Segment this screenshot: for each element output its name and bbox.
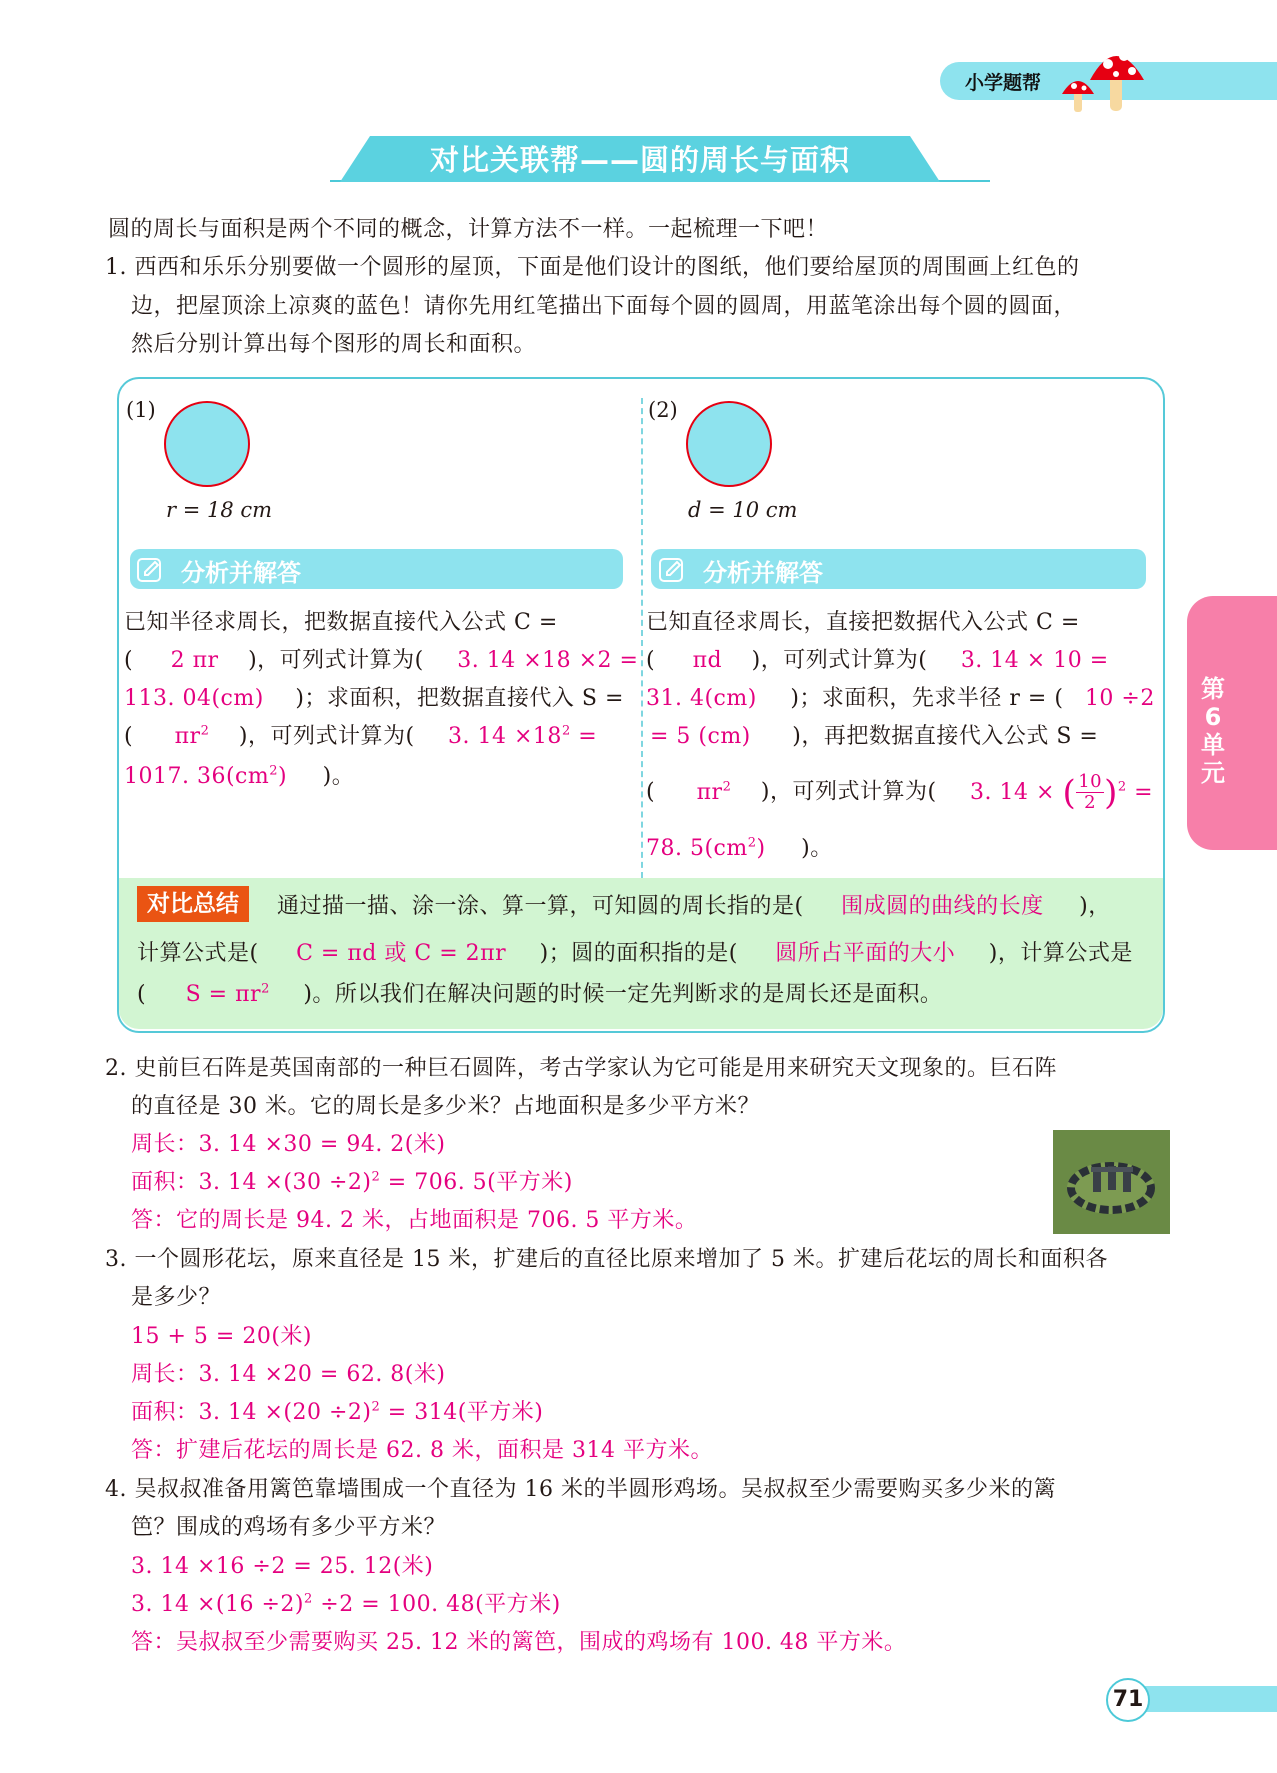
- summary-text-2: )，: [1079, 894, 1111, 919]
- right-paren-open-2: (: [646, 779, 656, 805]
- left-text-4: )，可列式计算为(: [238, 724, 415, 749]
- intro-text: 圆的周长与面积是两个不同的概念，计算方法不一样。一起梳理一下吧！: [108, 217, 829, 242]
- q3-line1: 3. 一个圆形花坛，原来直径是 15 米，扩建后的直径比原来增加了 5 米。扩建后花坛的周长和面积各: [105, 1247, 1108, 1272]
- q2-answer-circumference: 周长：3. 14 ×30 = 94. 2(米): [131, 1132, 446, 1157]
- footer-bar: [1130, 1686, 1277, 1712]
- left-answer-circumference-result: 113. 04(cm): [124, 686, 264, 711]
- pencil-icon: [136, 556, 164, 584]
- left-label: (1): [126, 398, 156, 422]
- summary-answer-circumference-formula: C = πd 或 C = 2πr: [296, 941, 507, 966]
- summary-text-5: )，计算公式是: [988, 941, 1133, 966]
- exponent: 2: [371, 1169, 381, 1185]
- pencil-icon: [658, 556, 686, 584]
- analysis-label-left: 分析并解答: [181, 559, 301, 587]
- exponent: 2: [269, 763, 279, 779]
- right-answer-area-result: 78. 5(cm: [646, 836, 748, 861]
- fraction-denominator: 2: [1084, 792, 1097, 813]
- summary-text-4: )；圆的面积指的是(: [539, 941, 738, 966]
- summary-text-6: )。所以我们在解决问题的时候一定先判断求的是周长还是面积。: [303, 982, 943, 1007]
- q3-answer-diameter: 15 + 5 = 20(米): [131, 1324, 312, 1349]
- q4-line1: 4. 吴叔叔准备用篱笆靠墙围成一个直径为 16 米的半圆形鸡场。吴叔叔至少需要购买多少米的篱: [105, 1477, 1056, 1502]
- exponent: 2: [304, 1591, 313, 1607]
- q2-answer-final: 答：它的周长是 94. 2 米，占地面积是 706. 5 平方米。: [131, 1208, 698, 1233]
- unit-label: 第6单元: [1201, 675, 1225, 787]
- right-answer-circumference-calc: 3. 14 × 10 =: [960, 648, 1109, 673]
- exponent: 2: [200, 723, 210, 739]
- q2-answer-area: 面积：3. 14 ×(30 ÷2): [131, 1170, 372, 1195]
- right-answer-radius-result: = 5 (cm): [650, 724, 751, 749]
- left-answer-area-formula: πr: [174, 724, 201, 749]
- q3-line2: 是多少？: [131, 1285, 222, 1310]
- left-text-5: )。: [322, 764, 355, 789]
- right-text-3: )；求面积，先求半径 r = (: [790, 686, 1064, 711]
- q3-answer-circumference: 周长：3. 14 ×20 = 62. 8(米): [131, 1362, 446, 1387]
- left-answer-circumference-calc: 3. 14 ×18 ×2 =: [457, 648, 639, 673]
- q3-answer-area-result: = 314(平方米): [380, 1400, 544, 1425]
- right-answer-area-formula: πr: [696, 779, 723, 805]
- left-paren-open-2: (: [124, 724, 134, 749]
- stonehenge-photo: [1053, 1130, 1170, 1234]
- q4-answer-area-result: ÷2 = 100. 48(平方米): [312, 1592, 561, 1617]
- panel-divider: [641, 398, 643, 878]
- fraction: [1076, 772, 1104, 813]
- exponent: 2: [722, 779, 732, 795]
- right-text-5: )，可列式计算为(: [760, 779, 937, 805]
- page-title: 对比关联帮——圆的周长与面积: [429, 143, 850, 177]
- q4-answer-area: 3. 14 ×(16 ÷2): [131, 1592, 304, 1617]
- mushroom-icon: [1060, 40, 1150, 115]
- circle-figure-right: [686, 401, 772, 487]
- right-answer-area-calc: 3. 14 ×: [970, 779, 1055, 805]
- left-text-3: )；求面积，把数据直接代入 S =: [295, 686, 624, 711]
- right-answer-circumference-result: 31. 4(cm): [646, 686, 757, 711]
- summary-text-3: 计算公式是(: [137, 941, 259, 966]
- right-paren-open: (: [646, 648, 656, 673]
- left-paren-open: (: [124, 648, 134, 673]
- q1-line1: 1. 西西和乐乐分别要做一个圆形的屋顶，下面是他们设计的图纸，他们要给屋顶的周围画上红色的: [105, 255, 1080, 280]
- page-number: 71: [1106, 1678, 1150, 1722]
- right-text-1: 已知直径求周长，直接把数据代入公式 C =: [646, 610, 1080, 635]
- analysis-label-right: 分析并解答: [703, 559, 823, 587]
- left-answer-area-result: 1017. 36(cm: [124, 764, 270, 789]
- q2-line2: 的直径是 30 米。它的周长是多少米？占地面积是多少平方米？: [131, 1094, 760, 1119]
- q4-answer-final: 答：吴叔叔至少需要购买 25. 12 米的篱笆，围成的鸡场有 100. 48 平方米。: [131, 1630, 907, 1655]
- exponent: 2: [747, 835, 757, 851]
- q1-line3: 然后分别计算出每个图形的周长和面积。: [131, 332, 537, 357]
- q1-line2: 边，把屋顶涂上凉爽的蓝色！请你先用红笔描出下面每个圆的圆周，用蓝笔涂出每个圆的圆面，: [131, 294, 1077, 319]
- q2-answer-area-result: = 706. 5(平方米): [380, 1170, 573, 1195]
- right-given: d = 10 cm: [688, 498, 798, 522]
- left-text-2: )，可列式计算为(: [248, 648, 424, 673]
- exponent: 2: [371, 1399, 381, 1415]
- left-answer-area-calc: 3. 14 ×18: [448, 724, 562, 749]
- right-text-2: )，可列式计算为(: [751, 648, 928, 673]
- q4-answer-fence: 3. 14 ×16 ÷2 = 25. 12(米): [131, 1554, 434, 1579]
- q3-answer-area: 面积：3. 14 ×(20 ÷2): [131, 1400, 372, 1425]
- right-text-4: )，再把数据直接代入公式 S =: [792, 724, 1099, 749]
- circle-figure-left: [164, 401, 250, 487]
- left-answer-circumference-formula: 2 πr: [170, 648, 219, 673]
- right-answer-radius-calc: 10 ÷2: [1084, 686, 1155, 711]
- brand-name: 小学题帮: [965, 72, 1042, 94]
- q3-answer-final: 答：扩建后花坛的周长是 62. 8 米，面积是 314 平方米。: [131, 1438, 713, 1463]
- right-answer-equals: =: [1134, 779, 1154, 805]
- summary-answer-area-meaning: 圆所占平面的大小: [775, 941, 956, 966]
- right-label: (2): [648, 398, 678, 422]
- right-text-6: )。: [801, 836, 833, 861]
- right-answer-circumference-formula: πd: [692, 648, 723, 673]
- fraction-numerator: 10: [1078, 771, 1103, 792]
- left-text-1: 已知半径求周长，把数据直接代入公式 C =: [124, 610, 558, 635]
- summary-text-1: 通过描一描、涂一涂、算一算，可知圆的周长指的是(: [277, 894, 804, 919]
- q4-line2: 笆？围成的鸡场有多少平方米？: [131, 1515, 447, 1540]
- summary-answer-circumference-meaning: 围成圆的曲线的长度: [841, 894, 1044, 919]
- summary-tag: 对比总结: [137, 886, 249, 922]
- summary-paren-open: (: [137, 982, 147, 1007]
- summary-answer-area-formula: S = πr: [185, 982, 262, 1007]
- exponent: 2: [1117, 779, 1127, 795]
- left-given: r = 18 cm: [166, 498, 273, 522]
- q2-line1: 2. 史前巨石阵是英国南部的一种巨石圆阵，考古学家认为它可能是用来研究天文现象的。巨石阵: [105, 1056, 1057, 1081]
- exponent: 2: [261, 981, 270, 997]
- exponent: 2: [561, 723, 571, 739]
